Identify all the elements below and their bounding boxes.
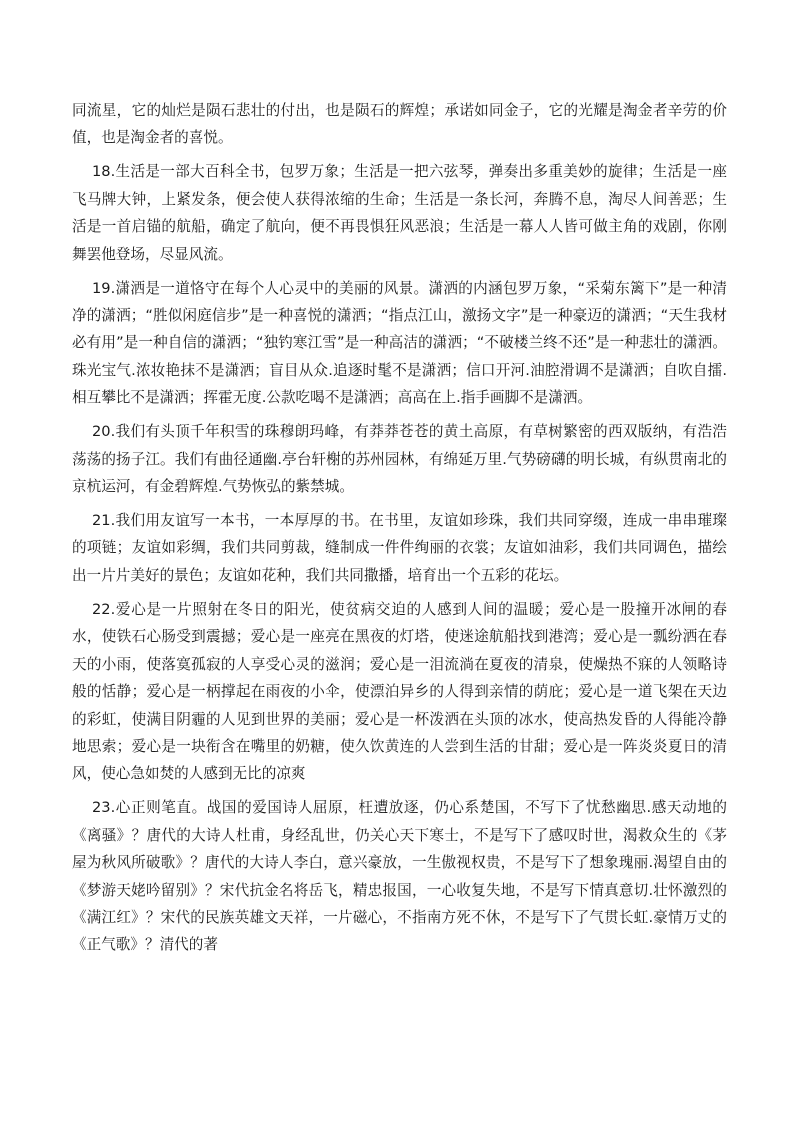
document-page <box>72 97 727 965</box>
paragraph-23: 23.心正则笔直。战国的爱国诗人屈原，枉遭放逐，仍心系楚国，不写下了忧愁幽思.感天动地的《离骚》？唐代的大诗人杜甫，身经乱世，仍关心天下寒士，不是写下了感叹时世，渴救众生的《茅屋为秋风所破歌》？唐代的大诗人李白，意兴豪放，一生傲视权贵，不是写下了想象瑰丽.渴望自由的《梦游天姥吟留别》？宋代抗金名将岳飞，精忠报国，一心收复失地，不是写下情真意切.壮怀激烈的《满江红》？宋代的民族英雄文天祥，一片磁心，不指南方死不休，不是写下了气贯长虹.豪情万丈的《正气歌》？清代的著 <box>72 799 727 954</box>
paragraph-22: 22.爱心是一片照射在冬日的阳光，使贫病交迫的人感到人间的温暖；爱心是一股撞开冰闸的春水，使铁石心肠受到震撼；爱心是一座亮在黑夜的灯塔，使迷途航船找到港湾；爱心是一瓢纷洒在春天的小雨，使落寞孤寂的人享受心灵的滋润；爱心是一泪流淌在夏夜的清泉，使燥热不寐的人领略诗般的恬静；爱心是一柄撑起在雨夜的小伞，使漂泊异乡的人得到亲情的荫庇；爱心是一道飞架在天边的彩虹，使满目阴霾的人见到世界的美丽；爱心是一杯泼洒在头顶的冰水，使高热发昏的人得能冷静地思索；爱心是一块衔含在嘴里的奶糖，使久饮黄连的人尝到生活的甘甜；爱心是一阵炎炎夏日的清风，使心急如焚的人感到无比的凉爽 <box>72 600 727 783</box>
paragraph-19: 19.潇洒是一道恪守在每个人心灵中的美丽的风景。潇洒的内涵包罗万象，“采菊东篱下”是一种清净的潇洒；“胜似闲庭信步”是一种喜悦的潇洒；“指点江山，激扬文字”是一种豪迈的潇洒；“天生我材必有用”是一种自信的潇洒；“独钓寒江雪”是一种高洁的潇洒；“不破楼兰终不还”是一种悲壮的潇洒。珠光宝气.浓妆艳抹不是潇洒；盲目从众.追逐时髦不是潇洒；信口开河.油腔滑调不是潇洒；自吹自擂.相互攀比不是潇洒；挥霍无度.公款吃喝不是潇洒；高高在上.指手画脚不是潇洒。 <box>72 279 727 407</box>
paragraph-18: 18.生活是一部大百科全书，包罗万象；生活是一把六弦琴，弹奏出多重美妙的旋律；生活是一座飞马牌大钟，上紧发条，便会使人获得浓缩的生命；生活是一条长河，奔腾不息，淘尽人间善恶；生活是一首启锚的航船，确定了航向，便不再畏惧狂风恶浪；生活是一幕人人皆可做主角的戏剧，你刚舞罢他登场，尽显风流。 <box>72 163 727 263</box>
paragraph-continuation: 同流星，它的灿烂是陨石悲壮的付出，也是陨石的辉煌；承诺如同金子，它的光耀是淘金者辛劳的价值，也是淘金者的喜悦。 <box>72 102 727 147</box>
paragraph-20: 20.我们有头顶千年积雪的珠穆朗玛峰，有莽莽苍苍的黄土高原，有草树繁密的西双版纳，有浩浩荡荡的扬子江。我们有曲径通幽.亭台轩榭的苏州园林，有绵延万里.气势磅礴的明长城，有纵贯南北的京杭运河，有金碧辉煌.气势恢弘的紫禁城。 <box>72 423 727 496</box>
paragraph-21: 21.我们用友谊写一本书，一本厚厚的书。在书里，友谊如珍珠，我们共同穿缀，连成一串串璀璨的项链；友谊如彩绸，我们共同剪裁，缝制成一件件绚丽的衣裳；友谊如油彩，我们共同调色，描绘出一片片美好的景色；友谊如花种，我们共同撒播，培育出一个五彩的花坛。 <box>72 512 727 584</box>
